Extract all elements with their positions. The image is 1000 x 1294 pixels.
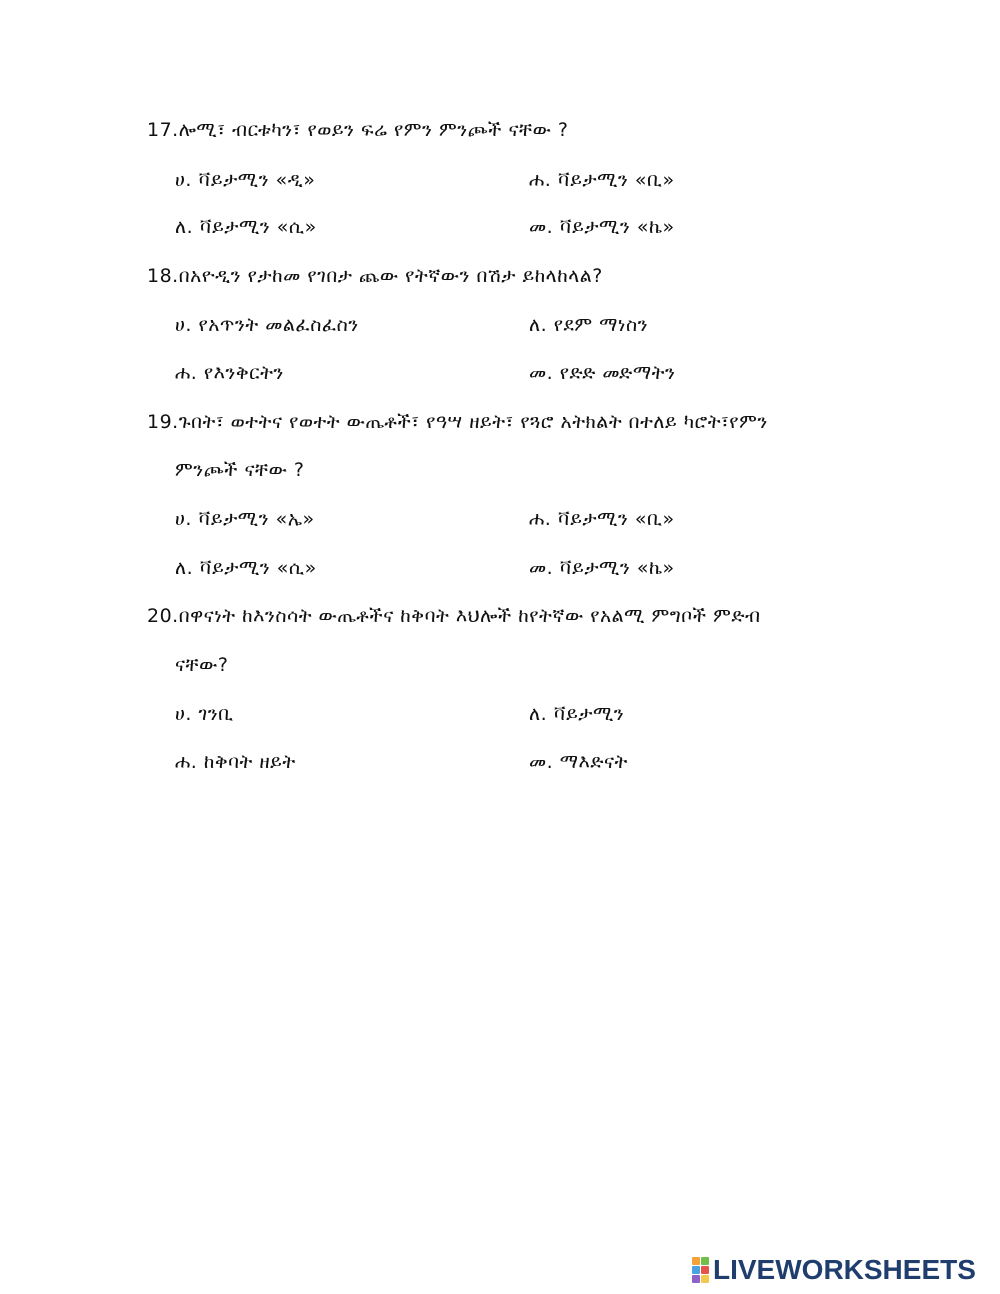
question-17-option-b: ለ. ቫይታሚን «ሲ» bbox=[175, 216, 317, 238]
liveworksheets-logo-icon bbox=[692, 1257, 710, 1283]
question-20-option-d: መ. ማእድናት bbox=[529, 751, 628, 773]
question-19-option-d: መ. ቫይታሚን «ኬ» bbox=[529, 557, 675, 579]
question-18-text: 18.በአዮዲን የታከመ የገበታ ጨው የትኛውን በሽታ ይከላከላል? bbox=[147, 265, 603, 287]
logo-tile-2 bbox=[701, 1257, 709, 1265]
question-20-option-a: ሀ. ገንቢ bbox=[175, 703, 234, 725]
logo-tile-3 bbox=[692, 1266, 700, 1274]
question-20-text: 20.በዋናነት ከእንስሳት ውጤቶችና ከቅባት እህሎች ከየትኛው የአልሚ ምግቦች ምድብ bbox=[147, 605, 761, 627]
logo-tile-6 bbox=[701, 1275, 709, 1283]
question-19-option-c: ሐ. ቫይታሚን «ቢ» bbox=[529, 508, 675, 530]
question-18-option-c: ሐ. የእንቅርትን bbox=[175, 362, 284, 384]
question-18-option-b: ለ. የደም ማነስን bbox=[529, 314, 649, 336]
brand-wordmark: LIVEWORKSHEETS bbox=[713, 1254, 976, 1285]
question-19-option-a: ሀ. ቫይታሚን «ኤ» bbox=[175, 508, 315, 530]
question-19-text: 19.ጉበት፣ ወተትና የወተት ውጤቶች፣ የዓሣ ዘይት፣ የጓሮ አትክልት በተለይ ካሮት፣የምን bbox=[147, 411, 768, 433]
question-17-option-a: ሀ. ቫይታሚን «ዲ» bbox=[175, 169, 316, 191]
question-20-option-c: ሐ. ከቅባት ዘይት bbox=[175, 751, 296, 773]
question-17-text: 17.ሎሚ፣ ብርቱካን፣ የወይን ፍሬ የምን ምንጮች ናቸው ? bbox=[147, 119, 569, 141]
question-17-option-c: ሐ. ቫይታሚን «ቢ» bbox=[529, 169, 675, 191]
question-20-text-cont: ናቸው? bbox=[175, 654, 229, 676]
question-17-option-d: መ. ቫይታሚን «ኬ» bbox=[529, 216, 675, 238]
question-19-text-cont: ምንጮች ናቸው ? bbox=[175, 459, 305, 481]
question-18-option-a: ሀ. የአጥንት መልፈስፈስን bbox=[175, 314, 359, 336]
logo-tile-1 bbox=[692, 1257, 700, 1265]
question-18-option-d: መ. የድድ መድማትን bbox=[529, 362, 676, 384]
liveworksheets-brand[interactable] bbox=[692, 1253, 976, 1287]
logo-tile-5 bbox=[692, 1275, 700, 1283]
question-19-option-b: ለ. ቫይታሚን «ሲ» bbox=[175, 557, 317, 579]
logo-tile-4 bbox=[701, 1266, 709, 1274]
question-20-option-b: ለ. ቫይታሚን bbox=[529, 703, 625, 725]
